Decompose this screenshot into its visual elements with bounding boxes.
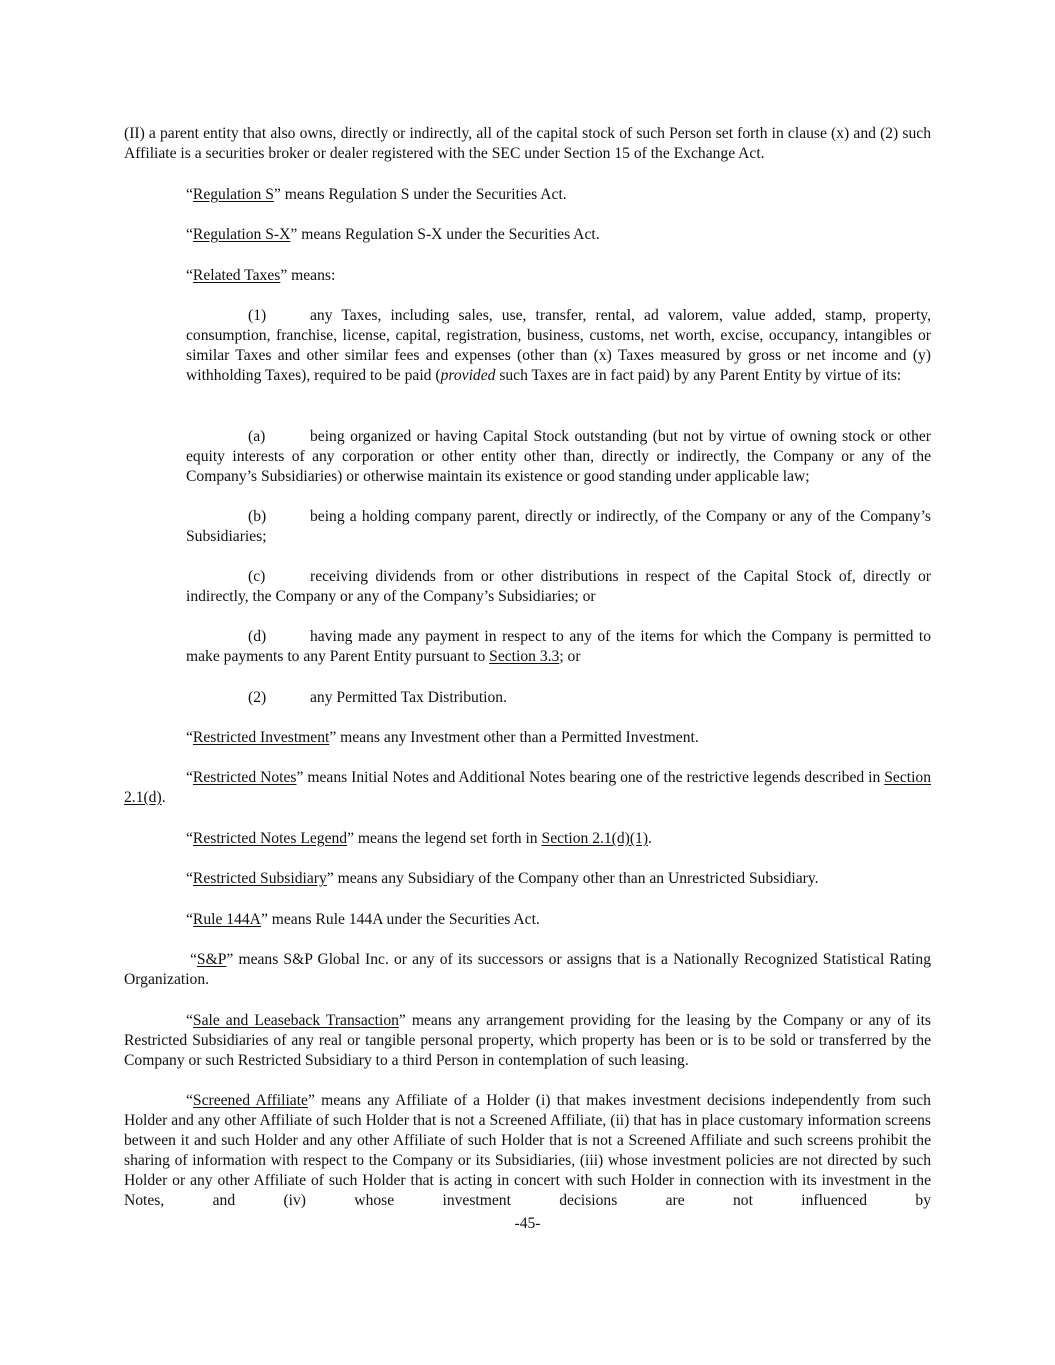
defined-term: Restricted Notes xyxy=(192,769,297,786)
item-label: (2) xyxy=(248,689,267,706)
definition-rule-144a: “Rule 144A” means Rule 144A under the Securities Act. xyxy=(186,911,540,928)
section-reference: Section 3.3 xyxy=(489,648,560,665)
defined-term: Regulation S xyxy=(192,186,274,203)
definition-sale-and-leaseback: “Sale and Leaseback Transaction” means any arrangement providing for the leasing by the Company or any of its Restricted Subsidiaries of any real or tangible personal property, which property has been or is to be sold or transferred by the Company or such Restricted Subsidiary to a third Person in contemplation of such leasing. xyxy=(124,1012,931,1069)
defined-term: Related Taxes xyxy=(192,267,281,284)
related-taxes-item-1: (1) any Taxes, including sales, use, transfer, rental, ad valorem, value added, stamp, property, consumption, franchise, license, capital, registration, business, customs, net worth, excise, occupancy, intangibles or similar Taxes and other similar fees and expenses (other than (x) Taxes measured by gross or net income and (y) withholding Taxes), required to be paid (provided such Taxes are in fact paid) by any Parent Entity by virtue of its: xyxy=(186,307,931,384)
item-label: (b) xyxy=(248,508,267,525)
item-label: (1) xyxy=(248,307,267,324)
continuation-paragraph: (II) a parent entity that also owns, directly or indirectly, all of the capital stock of such Person set forth in clause (x) and (2) such Affiliate is a securities broker or dealer registered with the SEC under Section 15 of the Exchange Act. xyxy=(124,125,931,162)
defined-term: Screened Affiliate xyxy=(192,1092,308,1109)
definition-screened-affiliate: “Screened Affiliate” means any Affiliate of a Holder (i) that makes investment decisions independently from such Holder and any other Affiliate of such Holder that is not a Screened Affiliate, (ii) that has in place customary information screens between it and such Holder and any other Affiliate of such Holder that is not a Screened Affiliate and such screens prohibit the sharing of information with respect to the Company or its Subsidiaries, (iii) whose investment policies are not directed by such Holder or any other Affiliate of such Holder that is acting in concert with such Holder in connection with its investment in the Notes, and (iv) whose investment decisions are not influenced by xyxy=(124,1092,931,1209)
definition-restricted-notes-legend: “Restricted Notes Legend” means the legend set forth in Section 2.1(d)(1). xyxy=(186,830,652,847)
defined-term: Restricted Notes Legend xyxy=(192,830,348,847)
defined-term: Rule 144A xyxy=(192,911,261,928)
related-taxes-item-c: (c) receiving dividends from or other distributions in respect of the Capital Stock of, directly or indirectly, the Company or any of the Company’s Subsidiaries; or xyxy=(186,568,931,605)
definition-restricted-subsidiary: “Restricted Subsidiary” means any Subsidiary of the Company other than an Unrestricted Subsidiary. xyxy=(186,870,819,887)
section-reference: Section 2.1(d) xyxy=(124,769,932,806)
defined-term: Restricted Subsidiary xyxy=(192,870,327,887)
definition-regulation-s-x: “Regulation S-X” means Regulation S-X under the Securities Act. xyxy=(186,226,600,243)
defined-term: S&P xyxy=(196,951,227,968)
related-taxes-item-d: (d) having made any payment in respect to any of the items for which the Company is permitted to make payments to any Parent Entity pursuant to Section 3.3; or xyxy=(186,628,931,665)
related-taxes-item-a: (a) being organized or having Capital Stock outstanding (but not by virtue of owning stock or other equity interests of any corporation or other entity other than, directly or indirectly, the Company or any of the Company’s Subsidiaries) or otherwise maintain its existence or good standing under applicable law; xyxy=(186,428,931,485)
definition-restricted-notes: “Restricted Notes” means Initial Notes and Additional Notes bearing one of the restrictive legends described in Section 2.1(d). xyxy=(124,769,932,806)
related-taxes-item-2: (2) any Permitted Tax Distribution. xyxy=(248,689,507,706)
related-taxes-item-b: (b) being a holding company parent, directly or indirectly, of the Company or any of the Company’s Subsidiaries; xyxy=(186,508,931,545)
definition-restricted-investment: “Restricted Investment” means any Investment other than a Permitted Investment. xyxy=(186,729,699,746)
item-label: (a) xyxy=(248,428,266,445)
defined-term: Regulation S-X xyxy=(192,226,291,243)
section-reference: Section 2.1(d)(1) xyxy=(541,830,649,847)
definition-regulation-s: “Regulation S” means Regulation S under the Securities Act. xyxy=(186,186,567,203)
page-number: -45- xyxy=(514,1215,541,1232)
definition-related-taxes: “Related Taxes” means: xyxy=(186,267,336,284)
defined-term: Restricted Investment xyxy=(192,729,330,746)
defined-term: Sale and Leaseback Transaction xyxy=(192,1012,399,1029)
item-label: (d) xyxy=(248,628,267,645)
definition-sp: “S&P” means S&P Global Inc. or any of its successors or assigns that is a Nationally Recognized Statistical Rating Organization. xyxy=(124,951,931,988)
item-label: (c) xyxy=(248,568,266,585)
